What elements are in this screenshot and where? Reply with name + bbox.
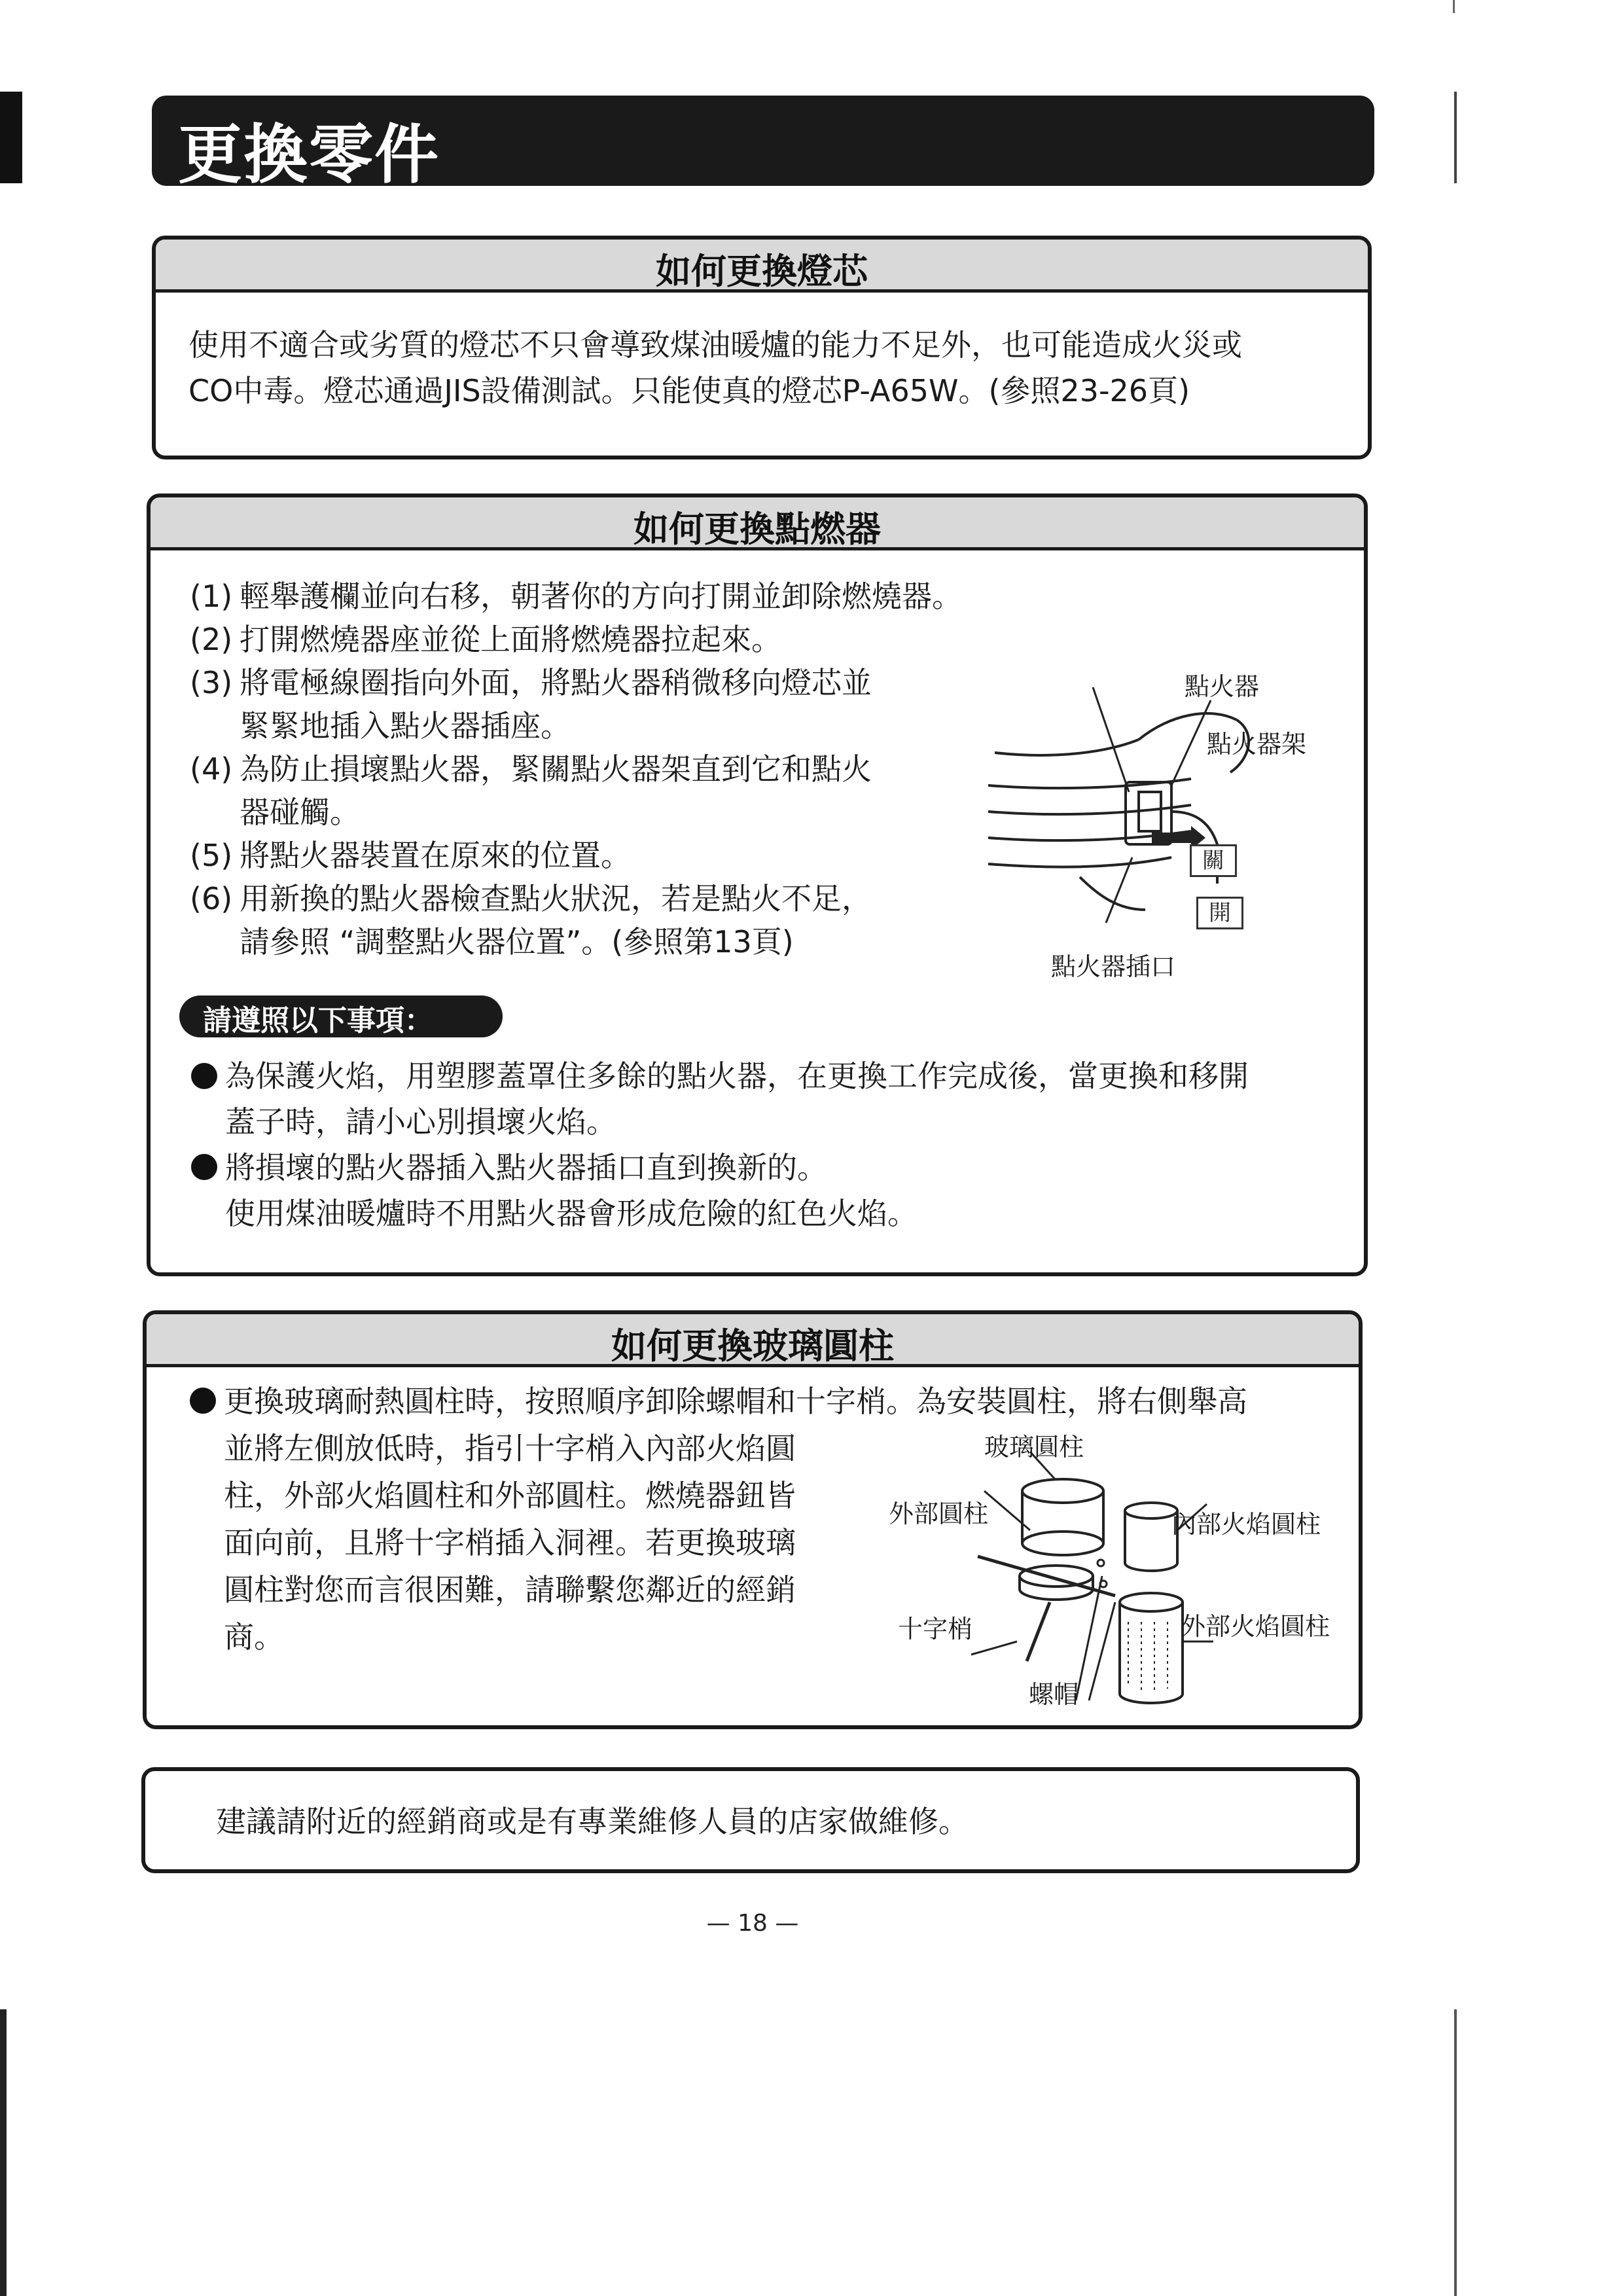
wick-text-line: 使用不適合或劣質的燈芯不只會導致煤油暖爐的能力不足外，也可能造成火災或 <box>188 327 1242 363</box>
step-text: 為防止損壞點火器，緊關點火器架直到它和點火 <box>240 751 872 787</box>
step-text: 輕舉護欄並向右移，朝著你的方向打開並卸除燃燒器。 <box>240 579 962 614</box>
step-text: 用新換的點火器檢查點火狀況，若是點火不足， <box>240 881 872 916</box>
step-number: (2) <box>190 622 233 657</box>
bullet-dot <box>191 1063 217 1089</box>
igniter-diagram <box>975 661 1302 962</box>
glass-section <box>143 1310 1363 1729</box>
wick-section <box>152 236 1372 459</box>
tag-open: 開 <box>1196 897 1243 929</box>
step-text: 器碰觸。 <box>240 795 360 830</box>
notice-pill <box>179 996 503 1037</box>
glass-text-line: 圓柱對您而言很困難，請聯繫您鄰近的經銷 <box>224 1572 796 1607</box>
glass-section-title: 如何更換玻璃圓柱 <box>611 1325 894 1367</box>
step-text: 緊緊地插入點火器插座。 <box>240 708 571 744</box>
glass-text-line: 商。 <box>224 1619 284 1655</box>
notice-line: 蓋子時，請小心別損壞火焰。 <box>225 1104 616 1139</box>
label-inner-flame-cylinder: 內部火焰圓柱 <box>1171 1510 1321 1539</box>
scan-edge-mark <box>0 2009 7 2296</box>
scan-edge-mark <box>1454 92 1457 183</box>
page-number: — 18 — <box>706 1910 799 1937</box>
page-title-bar <box>152 96 1374 192</box>
step-number: (5) <box>190 838 233 873</box>
step-text: 請參照 “調整點火器位置”。(參照第13頁) <box>240 924 794 960</box>
label-igniter-socket: 點火器插口 <box>1051 952 1176 981</box>
label-igniter: 點火器 <box>1185 672 1260 701</box>
wick-text-line: CO中毒。燈芯通過JIS設備測試。只能使真的燈芯P-A65W。(參照23-26頁) <box>188 373 1190 408</box>
glass-section-header <box>147 1314 1359 1367</box>
notice-title: 請遵照以下事項： <box>203 1004 433 1037</box>
bullet-dot <box>191 1154 217 1180</box>
step-number: (3) <box>190 665 233 700</box>
scan-edge-mark <box>1453 0 1623 13</box>
label-glass-cylinder: 玻璃圓柱 <box>984 1433 1084 1462</box>
label-outer-cylinder: 外部圓柱 <box>889 1499 989 1528</box>
igniter-section-header <box>151 497 1364 550</box>
glass-text-line: 並將左側放低時，指引十字梢入內部火焰圓 <box>224 1431 796 1466</box>
label-nut: 螺帽 <box>1029 1680 1079 1709</box>
step-text: 將電極線圈指向外面，將點火器稍微移向燈芯並 <box>240 665 872 700</box>
notice-line: 為保護火焰，用塑膠蓋罩住多餘的點火器，在更換工作完成後，當更換和移開 <box>225 1058 1249 1094</box>
glass-text-line: 更換玻璃耐熱圓柱時，按照順序卸除螺帽和十字梢。為安裝圓柱，將右側舉高 <box>224 1384 1247 1419</box>
glass-cylinder-diagram <box>899 1445 1266 1720</box>
bullet-dot <box>190 1388 216 1414</box>
page-title: 更換零件 <box>178 118 440 192</box>
step-text: 打開燃燒器座並從上面將燃燒器拉起來。 <box>240 622 781 657</box>
wick-section-header <box>156 240 1368 293</box>
step-text: 將點火器裝置在原來的位置。 <box>240 838 631 873</box>
advice-text: 建議請附近的經銷商或是有專業維修人員的店家做維修。 <box>216 1804 969 1839</box>
scan-edge-mark <box>1454 2009 1457 2296</box>
advice-box <box>141 1767 1360 1873</box>
igniter-section-title: 如何更換點燃器 <box>633 509 881 550</box>
glass-text-line: 柱，外部火焰圓柱和外部圓柱。燃燒器鈕皆 <box>224 1478 796 1513</box>
step-number: (1) <box>190 579 233 614</box>
step-number: (6) <box>190 881 233 916</box>
notice-line: 將損壞的點火器插入點火器插口直到換新的。 <box>225 1150 827 1185</box>
step-number: (4) <box>190 751 233 787</box>
wick-section-title: 如何更換燈芯 <box>656 251 868 292</box>
label-cross-pin: 十字梢 <box>898 1615 973 1643</box>
glass-text-line: 面向前，且將十字梢插入洞裡。若更換玻璃 <box>224 1525 796 1560</box>
notice-line: 使用煤油暖爐時不用點火器會形成危險的紅色火焰。 <box>225 1196 918 1231</box>
igniter-section <box>147 493 1368 1276</box>
tag-close: 關 <box>1190 844 1237 877</box>
label-outer-flame-cylinder: 外部火焰圓柱 <box>1181 1612 1330 1641</box>
label-igniter-holder: 點火器架 <box>1207 730 1307 759</box>
scan-edge-mark <box>0 92 22 183</box>
